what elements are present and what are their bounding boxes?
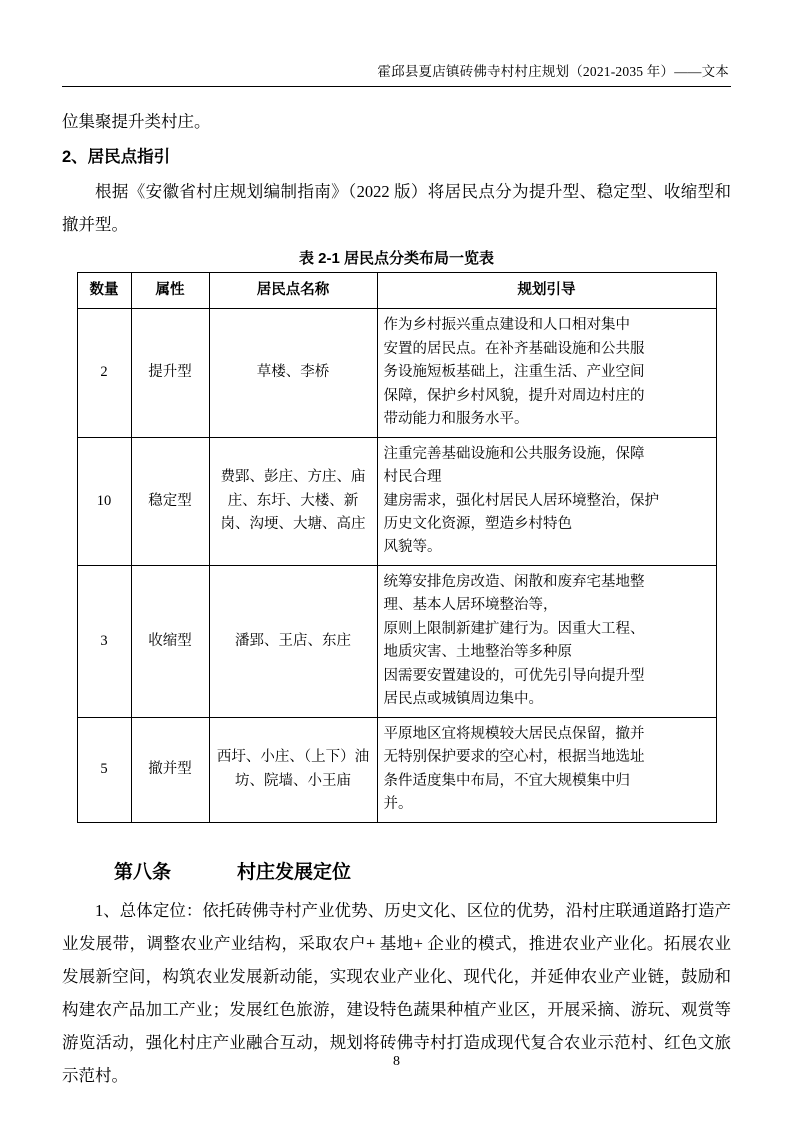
table-row (77, 437, 716, 565)
guidance-line: 无特别保护要求的空心村，根据当地选址 (383, 749, 645, 766)
guidance-line: 居民点或城镇周边集中。 (383, 691, 543, 708)
table-row (77, 565, 716, 717)
guidance-line: 原则上限制新建扩建行为。因重大工程、 (383, 620, 645, 637)
cell-count: 3 (77, 565, 131, 717)
subheading-residential-guidance: 2、居民点指引 (62, 148, 171, 166)
residential-classification-table (77, 272, 717, 823)
cell-names: 潘郢、王店、东庄 (209, 565, 377, 717)
cell-names: 西圩、小庄、（上下）油坊、院墙、小王庙 (209, 717, 377, 822)
guidance-line: 并。 (383, 796, 413, 813)
guidance-line: 风貌等。 (383, 539, 442, 556)
cell-guidance (377, 717, 716, 822)
table-header-row (77, 272, 716, 308)
cell-names: 草楼、李桥 (209, 309, 377, 437)
cell-names: 费郢、彭庄、方庄、庙庄、东圩、大楼、新岗、沟埂、大塘、高庄 (209, 437, 377, 565)
page-header (62, 60, 731, 86)
guidance-line: 地质灾害、土地整治等多种原 (383, 644, 572, 661)
guidance-line: 理、基本人居环境整治等， (383, 597, 558, 614)
continued-paragraph: 位集聚提升类村庄。 (62, 112, 211, 131)
guidance-line: 因需要安置建设的，可优先引导向提升型 (383, 667, 645, 684)
guidance-line: 保障，保护乡村风貌，提升对周边村庄的 (383, 387, 645, 404)
running-title: 霍邱县夏店镇砖佛寺村村庄规划（2021-2035 年）——文本 (377, 64, 729, 79)
section-number: 第八条 (114, 861, 172, 883)
header-divider (62, 86, 731, 87)
guidance-line: 统筹安排危房改造、闲散和废弃宅基地整 (383, 573, 645, 590)
guidance-line: 平原地区宜将规模较大居民点保留，撤并 (383, 725, 645, 742)
cell-count: 10 (77, 437, 131, 565)
guidance-line: 建房需求，强化村居民人居环境整治，保护 (383, 492, 659, 509)
table-caption: 表 2-1 居民点分类布局一览表 (298, 249, 495, 267)
section-heading (62, 857, 731, 884)
cell-guidance (377, 565, 716, 717)
page-number: 8 (393, 1054, 400, 1069)
guidance-line: 村民合理 (383, 469, 442, 486)
column-header-guidance: 规划引导 (377, 272, 716, 308)
guidance-line: 安置的居民点。在补齐基础设施和公共服 (383, 340, 645, 357)
section-paragraph: 1、总体定位：依托砖佛寺村产业优势、历史文化、区位的优势，沿村庄联通道路打造产业发展带，调整农业产业结构，采取农户+ 基地+ 企业的模式，推进农业产业化。拓展农业发展新空间，构筑农业发展新动能，实现农业产业化、现代化，并延伸农业产业链，鼓励和构建农产品加工产业；发展红色旅游，建设特色蔬果种植产业区，开展采摘、游玩、观赏等游览活动，强化村庄产业融合互动，规划将砖佛寺村打造成现代复合农业示范村、红色文旅示范村。 (62, 900, 731, 1085)
section-title: 村庄发展定位 (237, 861, 352, 883)
intro-paragraph: 根据《安徽省村庄规划编制指南》（2022 版）将居民点分为提升型、稳定型、收缩型和撤并型。 (62, 181, 731, 234)
cell-attribute: 撤并型 (131, 717, 209, 822)
guidance-line: 注重完善基础设施和公共服务设施，保障 (383, 445, 645, 462)
guidance-line: 历史文化资源，塑造乡村特色 (383, 516, 572, 532)
cell-count: 5 (77, 717, 131, 822)
page-footer (0, 1054, 793, 1070)
column-header-count: 数量 (77, 272, 131, 308)
table-row (77, 309, 716, 437)
cell-attribute: 提升型 (131, 309, 209, 437)
cell-guidance (377, 437, 716, 565)
guidance-line: 条件适度集中布局，不宜大规模集中归 (383, 772, 630, 789)
cell-count: 2 (77, 309, 131, 437)
column-header-attribute: 属性 (131, 272, 209, 308)
guidance-line: 带动能力和服务水平。 (383, 411, 529, 428)
table-row (77, 717, 716, 822)
guidance-line: 务设施短板基础上，注重生活、产业空间 (383, 364, 645, 381)
cell-attribute: 收缩型 (131, 565, 209, 717)
cell-attribute: 稳定型 (131, 437, 209, 565)
cell-guidance (377, 309, 716, 437)
column-header-name: 居民点名称 (209, 272, 377, 308)
guidance-line: 作为乡村振兴重点建设和人口相对集中 (383, 317, 630, 334)
